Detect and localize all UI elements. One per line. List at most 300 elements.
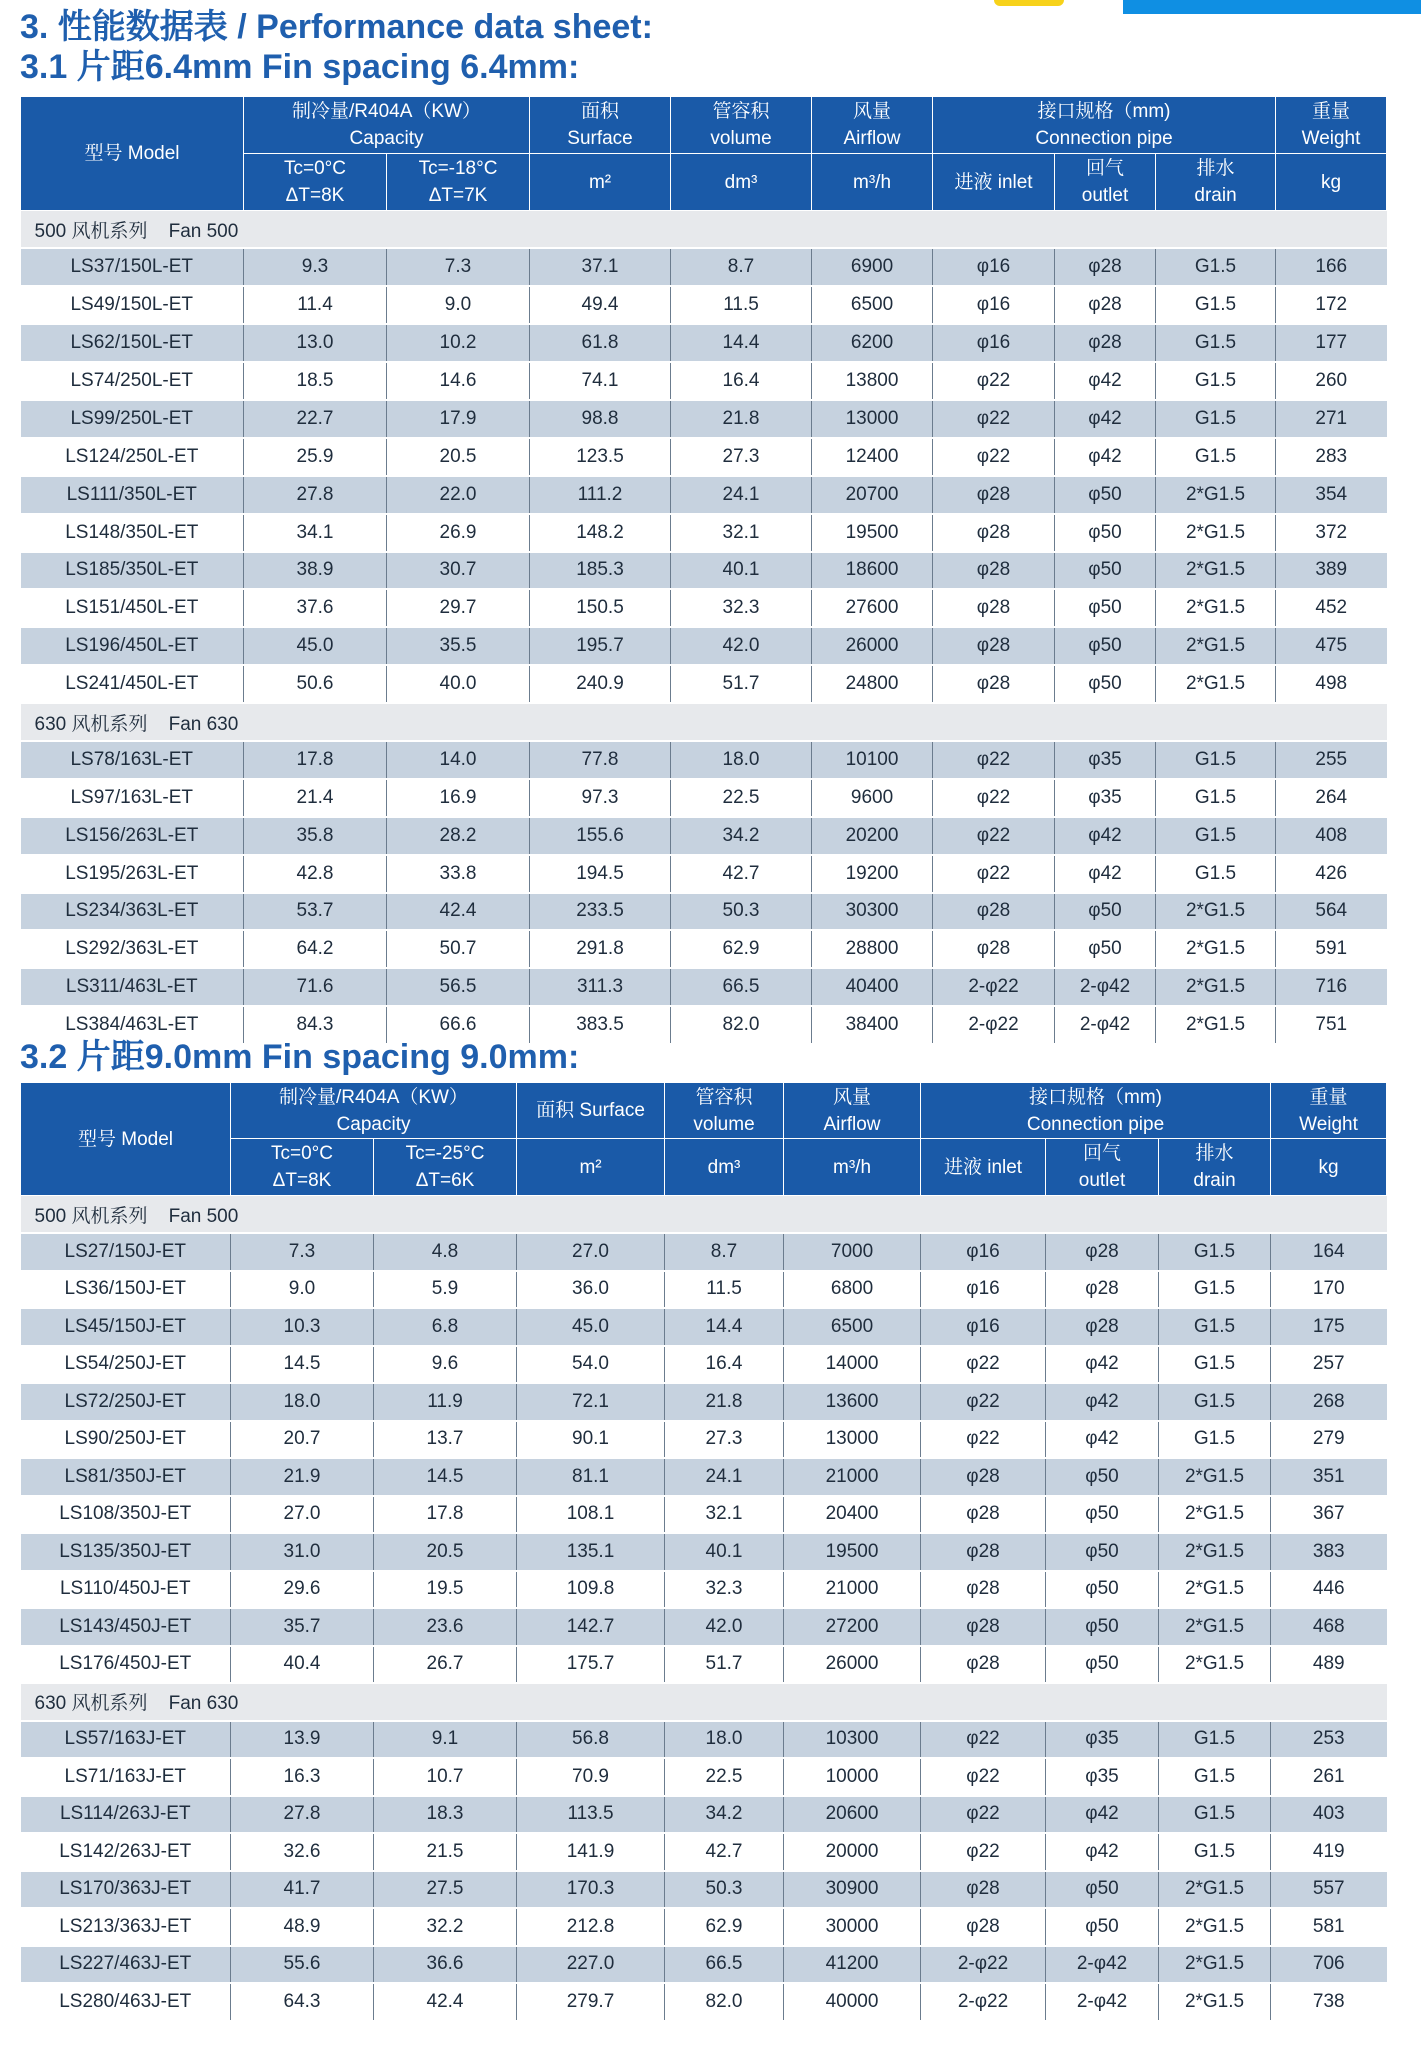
table-row [21, 1421, 1387, 1459]
table-row [21, 1308, 1387, 1346]
table-cell: 142.7 [517, 1608, 665, 1646]
table-cell: 24800 [812, 665, 933, 703]
table-cell: 389 [1276, 552, 1387, 590]
table-cell: φ28 [1055, 324, 1156, 362]
model-cell: LS156/263L-ET [21, 817, 244, 855]
table-cell: 26.7 [374, 1646, 517, 1684]
table-cell: 261 [1271, 1758, 1387, 1796]
table-cell: 452 [1276, 589, 1387, 627]
table-cell: 27600 [812, 589, 933, 627]
model-cell: LS170/363J-ET [21, 1871, 231, 1909]
table-cell: 9.0 [231, 1271, 374, 1309]
table-cell: 32.6 [231, 1833, 374, 1871]
table-cell: 150.5 [530, 589, 671, 627]
table-cell: φ50 [1055, 665, 1156, 703]
table-cell: 70.9 [517, 1758, 665, 1796]
table-cell: 195.7 [530, 627, 671, 665]
table-row [21, 1721, 1387, 1759]
col-header-cond2: Tc=-25°C ΔT=6K [374, 1139, 517, 1196]
table-cell: 17.8 [244, 741, 387, 779]
table-cell: 279 [1271, 1421, 1387, 1459]
table-cell: 40000 [784, 1983, 921, 2021]
table-row [21, 779, 1387, 817]
model-cell: LS49/150L-ET [21, 286, 244, 324]
table-cell: 40.1 [665, 1533, 784, 1571]
table-cell: 32.2 [374, 1908, 517, 1946]
table-cell: φ28 [1055, 248, 1156, 286]
model-cell: LS135/350J-ET [21, 1533, 231, 1571]
table-cell: 227.0 [517, 1946, 665, 1984]
table-cell: φ28 [933, 665, 1055, 703]
table-cell: 34.1 [244, 514, 387, 552]
table-cell: 25.9 [244, 438, 387, 476]
model-cell: LS110/450J-ET [21, 1571, 231, 1609]
table-cell: 36.6 [374, 1946, 517, 1984]
col-header-capacity: 制冷量/R404A（KW） Capacity [231, 1083, 517, 1139]
col-header-inlet: 进液 inlet [921, 1139, 1046, 1196]
table-cell: φ22 [921, 1346, 1046, 1384]
model-cell: LS27/150J-ET [21, 1233, 231, 1271]
table-row [21, 741, 1387, 779]
table-cell: 29.7 [387, 589, 530, 627]
table-cell: 82.0 [671, 1006, 812, 1044]
table-cell: 255 [1276, 741, 1387, 779]
table-row [21, 362, 1387, 400]
table-cell: 446 [1271, 1571, 1387, 1609]
table-cell: 42.7 [665, 1833, 784, 1871]
col-header-outlet: 回气 outlet [1055, 154, 1156, 211]
table-cell: 27.8 [231, 1796, 374, 1834]
table-cell: φ50 [1046, 1571, 1159, 1609]
table-cell: φ50 [1046, 1908, 1159, 1946]
table-row [21, 930, 1387, 968]
table-cell: φ28 [933, 476, 1055, 514]
table-cell: G1.5 [1159, 1383, 1271, 1421]
table-cell: φ22 [933, 855, 1055, 893]
table-cell: G1.5 [1156, 438, 1276, 476]
table-cell: φ42 [1046, 1796, 1159, 1834]
group-row [21, 703, 1387, 741]
table-cell: 7.3 [387, 248, 530, 286]
table-row [21, 855, 1387, 893]
col-header-airflow-unit: m³/h [812, 154, 933, 211]
table-cell: 18.5 [244, 362, 387, 400]
table-cell: 66.5 [671, 968, 812, 1006]
table-cell: 61.8 [530, 324, 671, 362]
table-cell: 6500 [784, 1308, 921, 1346]
table-cell: 253 [1271, 1721, 1387, 1759]
table-cell: 10.7 [374, 1758, 517, 1796]
table-cell: φ28 [933, 930, 1055, 968]
page-title: 3. 性能数据表 / Performance data sheet: [20, 8, 653, 46]
table-cell: 148.2 [530, 514, 671, 552]
table-cell: 175 [1271, 1308, 1387, 1346]
table-row [21, 1646, 1387, 1684]
table-cell: 7000 [784, 1233, 921, 1271]
table-row [21, 1233, 1387, 1271]
table-cell: 20.7 [231, 1421, 374, 1459]
table-cell: 475 [1276, 627, 1387, 665]
col-header-volume-unit: dm³ [665, 1139, 784, 1196]
col-header-connection: 接口规格（mm) Connection pipe [921, 1083, 1271, 1139]
table-cell: 66.5 [665, 1946, 784, 1984]
table-cell: 372 [1276, 514, 1387, 552]
table-cell: 21000 [784, 1571, 921, 1609]
model-cell: LS71/163J-ET [21, 1758, 231, 1796]
table-cell: 36.0 [517, 1271, 665, 1309]
table-cell: 9.1 [374, 1721, 517, 1759]
table-cell: 403 [1271, 1796, 1387, 1834]
table-cell: 19200 [812, 855, 933, 893]
table-body [21, 211, 1387, 1045]
table-cell: 2*G1.5 [1159, 1871, 1271, 1909]
table-cell: 97.3 [530, 779, 671, 817]
table-cell: 29.6 [231, 1571, 374, 1609]
table-cell: φ22 [921, 1796, 1046, 1834]
table-cell: 21.8 [671, 400, 812, 438]
table-cell: 64.2 [244, 930, 387, 968]
table-cell: 28800 [812, 930, 933, 968]
table-cell: φ50 [1046, 1871, 1159, 1909]
table-cell: 18.0 [665, 1721, 784, 1759]
table-cell: φ22 [921, 1721, 1046, 1759]
model-cell: LS213/363J-ET [21, 1908, 231, 1946]
table-row [21, 1458, 1387, 1496]
table-cell: 2*G1.5 [1159, 1983, 1271, 2021]
col-header-airflow-unit: m³/h [784, 1139, 921, 1196]
table-cell: 19500 [784, 1533, 921, 1571]
table-row [21, 514, 1387, 552]
table-cell: φ22 [921, 1383, 1046, 1421]
table-cell: 64.3 [231, 1983, 374, 2021]
table-cell: 27.3 [671, 438, 812, 476]
table-cell: φ35 [1055, 741, 1156, 779]
table-cell: 141.9 [517, 1833, 665, 1871]
table-cell: 9.0 [387, 286, 530, 324]
table-cell: φ22 [921, 1421, 1046, 1459]
table-row [21, 1796, 1387, 1834]
col-header-model: 型号 Model [21, 1083, 231, 1196]
table-cell: 37.6 [244, 589, 387, 627]
table-cell: 62.9 [671, 930, 812, 968]
table-cell: 23.6 [374, 1608, 517, 1646]
table-cell: 35.8 [244, 817, 387, 855]
table-cell: φ42 [1055, 855, 1156, 893]
table-cell: 13000 [784, 1421, 921, 1459]
table-cell: 18.0 [231, 1383, 374, 1421]
table-cell: G1.5 [1156, 362, 1276, 400]
table-cell: 19.5 [374, 1571, 517, 1609]
table-cell: 113.5 [517, 1796, 665, 1834]
table-cell: 90.1 [517, 1421, 665, 1459]
table-cell: 2*G1.5 [1156, 968, 1276, 1006]
table-cell: 706 [1271, 1946, 1387, 1984]
table-cell: 10300 [784, 1721, 921, 1759]
table-cell: 164 [1271, 1233, 1387, 1271]
model-cell: LS54/250J-ET [21, 1346, 231, 1384]
table-cell: 13600 [784, 1383, 921, 1421]
table-cell: 32.1 [665, 1496, 784, 1534]
col-header-surface: 面积 Surface [530, 97, 671, 154]
table-cell: 41200 [784, 1946, 921, 1984]
table-cell: 41.7 [231, 1871, 374, 1909]
table-cell: φ16 [933, 248, 1055, 286]
table-cell: 8.7 [671, 248, 812, 286]
table-cell: 20600 [784, 1796, 921, 1834]
table-cell: 14.5 [231, 1346, 374, 1384]
table-cell: 6.8 [374, 1308, 517, 1346]
table-cell: 22.7 [244, 400, 387, 438]
section-title-fin-6-4: 3.1 片距6.4mm Fin spacing 6.4mm: [20, 48, 580, 86]
model-cell: LS234/363L-ET [21, 893, 244, 931]
table-cell: 14.4 [671, 324, 812, 362]
table-cell: 24.1 [671, 476, 812, 514]
table-cell: 9.6 [374, 1346, 517, 1384]
table-cell: φ28 [1046, 1233, 1159, 1271]
table-cell: 14.4 [665, 1308, 784, 1346]
table-cell: φ22 [921, 1833, 1046, 1871]
table-cell: φ16 [933, 286, 1055, 324]
table-cell: 14.0 [387, 741, 530, 779]
table-cell: φ50 [1055, 514, 1156, 552]
table-cell: 49.4 [530, 286, 671, 324]
table-row [21, 552, 1387, 590]
model-cell: LS45/150J-ET [21, 1308, 231, 1346]
section-title-fin-9-0: 3.2 片距9.0mm Fin spacing 9.0mm: [20, 1038, 580, 1076]
table-row [21, 1758, 1387, 1796]
table-row [21, 248, 1387, 286]
table-cell: φ35 [1046, 1721, 1159, 1759]
table-cell: G1.5 [1156, 286, 1276, 324]
table-cell: 6200 [812, 324, 933, 362]
table-cell: 35.7 [231, 1608, 374, 1646]
table-cell: 27.3 [665, 1421, 784, 1459]
table-cell: 32.3 [671, 589, 812, 627]
table-cell: 30000 [784, 1908, 921, 1946]
table-cell: φ50 [1055, 893, 1156, 931]
table-cell: φ28 [921, 1533, 1046, 1571]
table-cell: 50.3 [671, 893, 812, 931]
table-cell: 751 [1276, 1006, 1387, 1044]
table-cell: φ22 [933, 779, 1055, 817]
table-cell: 13000 [812, 400, 933, 438]
table-cell: φ28 [933, 627, 1055, 665]
table-cell: 291.8 [530, 930, 671, 968]
col-header-volume: 管容积 volume [671, 97, 812, 154]
table-cell: 37.1 [530, 248, 671, 286]
table-cell: 53.7 [244, 893, 387, 931]
table-cell: φ50 [1046, 1458, 1159, 1496]
table-cell: 48.9 [231, 1908, 374, 1946]
table-cell: 19500 [812, 514, 933, 552]
table-cell: 9.3 [244, 248, 387, 286]
model-cell: LS384/463L-ET [21, 1006, 244, 1044]
table-cell: 50.7 [387, 930, 530, 968]
table-cell: 419 [1271, 1833, 1387, 1871]
table-cell: 177 [1276, 324, 1387, 362]
table-cell: 21.9 [231, 1458, 374, 1496]
table-cell: 283 [1276, 438, 1387, 476]
table-cell: φ42 [1055, 362, 1156, 400]
table-cell: 185.3 [530, 552, 671, 590]
col-header-weight: 重量 Weight [1271, 1083, 1387, 1139]
model-cell: LS176/450J-ET [21, 1646, 231, 1684]
table-cell: 17.8 [374, 1496, 517, 1534]
col-header-weight-unit: kg [1271, 1139, 1387, 1196]
model-cell: LS185/350L-ET [21, 552, 244, 590]
table-row [21, 438, 1387, 476]
table-cell: φ28 [1055, 286, 1156, 324]
table-cell: 426 [1276, 855, 1387, 893]
decorative-blue-bar [1123, 0, 1421, 14]
table-cell: φ16 [921, 1271, 1046, 1309]
table-cell: 257 [1271, 1346, 1387, 1384]
table-cell: 18.0 [671, 741, 812, 779]
table-cell: 81.1 [517, 1458, 665, 1496]
table-cell: G1.5 [1159, 1308, 1271, 1346]
table-cell: 62.9 [665, 1908, 784, 1946]
model-cell: LS241/450L-ET [21, 665, 244, 703]
table-cell: φ16 [921, 1308, 1046, 1346]
table-cell: 55.6 [231, 1946, 374, 1984]
table-cell: 22.5 [665, 1758, 784, 1796]
model-cell: LS151/450L-ET [21, 589, 244, 627]
group-label: 500 风机系列 Fan 500 [21, 211, 1387, 249]
col-header-airflow: 风量 Airflow [784, 1083, 921, 1139]
table-cell: φ35 [1055, 779, 1156, 817]
table-cell: 240.9 [530, 665, 671, 703]
table-cell: 383.5 [530, 1006, 671, 1044]
table-cell: G1.5 [1159, 1796, 1271, 1834]
table-row [21, 476, 1387, 514]
table-cell: 10000 [784, 1758, 921, 1796]
table-cell: φ28 [921, 1608, 1046, 1646]
table-cell: φ28 [933, 514, 1055, 552]
table-cell: φ42 [1046, 1833, 1159, 1871]
table-cell: 8.7 [665, 1233, 784, 1271]
table-row [21, 1608, 1387, 1646]
table-cell: 2*G1.5 [1159, 1646, 1271, 1684]
table-cell: 233.5 [530, 893, 671, 931]
table-cell: 2-φ42 [1055, 1006, 1156, 1044]
table-cell: 21.4 [244, 779, 387, 817]
table-cell: φ28 [921, 1908, 1046, 1946]
table-cell: 34.2 [671, 817, 812, 855]
col-header-airflow: 风量 Airflow [812, 97, 933, 154]
model-cell: LS227/463J-ET [21, 1946, 231, 1984]
table-cell: 16.4 [665, 1346, 784, 1384]
table-cell: 175.7 [517, 1646, 665, 1684]
table-cell: 40.4 [231, 1646, 374, 1684]
table-cell: 12400 [812, 438, 933, 476]
table-cell: 45.0 [244, 627, 387, 665]
table-cell: 45.0 [517, 1308, 665, 1346]
table-row [21, 1571, 1387, 1609]
model-cell: LS280/463J-ET [21, 1983, 231, 2021]
table-cell: G1.5 [1156, 817, 1276, 855]
table-body [21, 1196, 1387, 2021]
table-cell: 260 [1276, 362, 1387, 400]
table-row [21, 893, 1387, 931]
model-cell: LS72/250J-ET [21, 1383, 231, 1421]
table-cell: 30300 [812, 893, 933, 931]
table-cell: 9600 [812, 779, 933, 817]
table-cell: 2*G1.5 [1159, 1908, 1271, 1946]
table-cell: 26000 [812, 627, 933, 665]
model-cell: LS196/450L-ET [21, 627, 244, 665]
table-cell: 2*G1.5 [1156, 589, 1276, 627]
table-cell: 212.8 [517, 1908, 665, 1946]
group-label: 500 风机系列 Fan 500 [21, 1196, 1387, 1234]
model-cell: LS114/263J-ET [21, 1796, 231, 1834]
table-cell: 18600 [812, 552, 933, 590]
table-cell: 14.5 [374, 1458, 517, 1496]
model-cell: LS124/250L-ET [21, 438, 244, 476]
table-cell: φ28 [1046, 1308, 1159, 1346]
model-cell: LS81/350J-ET [21, 1458, 231, 1496]
table-cell: 17.9 [387, 400, 530, 438]
table-cell: G1.5 [1159, 1758, 1271, 1796]
model-cell: LS37/150L-ET [21, 248, 244, 286]
table-row [21, 1871, 1387, 1909]
table-cell: 16.9 [387, 779, 530, 817]
table-cell: 27.5 [374, 1871, 517, 1909]
table-cell: 2*G1.5 [1156, 476, 1276, 514]
col-header-drain: 排水 drain [1156, 154, 1276, 211]
table-cell: 170.3 [517, 1871, 665, 1909]
table-cell: φ50 [1046, 1533, 1159, 1571]
table-cell: 31.0 [231, 1533, 374, 1571]
table-cell: 32.1 [671, 514, 812, 552]
table-cell: 22.5 [671, 779, 812, 817]
table-cell: 50.6 [244, 665, 387, 703]
table-cell: 14.6 [387, 362, 530, 400]
table-cell: 13.7 [374, 1421, 517, 1459]
table-cell: 4.8 [374, 1233, 517, 1271]
table-cell: G1.5 [1156, 324, 1276, 362]
table-cell: φ28 [921, 1458, 1046, 1496]
group-row [21, 1196, 1387, 1234]
table-cell: 66.6 [387, 1006, 530, 1044]
table-cell: G1.5 [1156, 248, 1276, 286]
table-cell: 7.3 [231, 1233, 374, 1271]
table-row [21, 589, 1387, 627]
table-cell: 108.1 [517, 1496, 665, 1534]
table-cell: 6900 [812, 248, 933, 286]
table-cell: G1.5 [1156, 855, 1276, 893]
table-cell: 383 [1271, 1533, 1387, 1571]
table-row [21, 1533, 1387, 1571]
table-cell: 20200 [812, 817, 933, 855]
table-cell: φ42 [1046, 1383, 1159, 1421]
table-row [21, 665, 1387, 703]
table-cell: φ22 [933, 438, 1055, 476]
table-cell: φ42 [1046, 1346, 1159, 1384]
table-cell: 42.4 [387, 893, 530, 931]
table-cell: φ28 [1046, 1271, 1159, 1309]
table-cell: 111.2 [530, 476, 671, 514]
table-cell: 82.0 [665, 1983, 784, 2021]
table-row [21, 1983, 1387, 2021]
model-cell: LS143/450J-ET [21, 1608, 231, 1646]
col-header-volume: 管容积 volume [665, 1083, 784, 1139]
col-header-inlet: 进液 inlet [933, 154, 1055, 211]
table-cell: 2*G1.5 [1159, 1571, 1271, 1609]
table-cell: 56.8 [517, 1721, 665, 1759]
col-header-cond1: Tc=0°C ΔT=8K [244, 154, 387, 211]
table-cell: 2-φ42 [1046, 1946, 1159, 1984]
table-cell: φ28 [933, 589, 1055, 627]
